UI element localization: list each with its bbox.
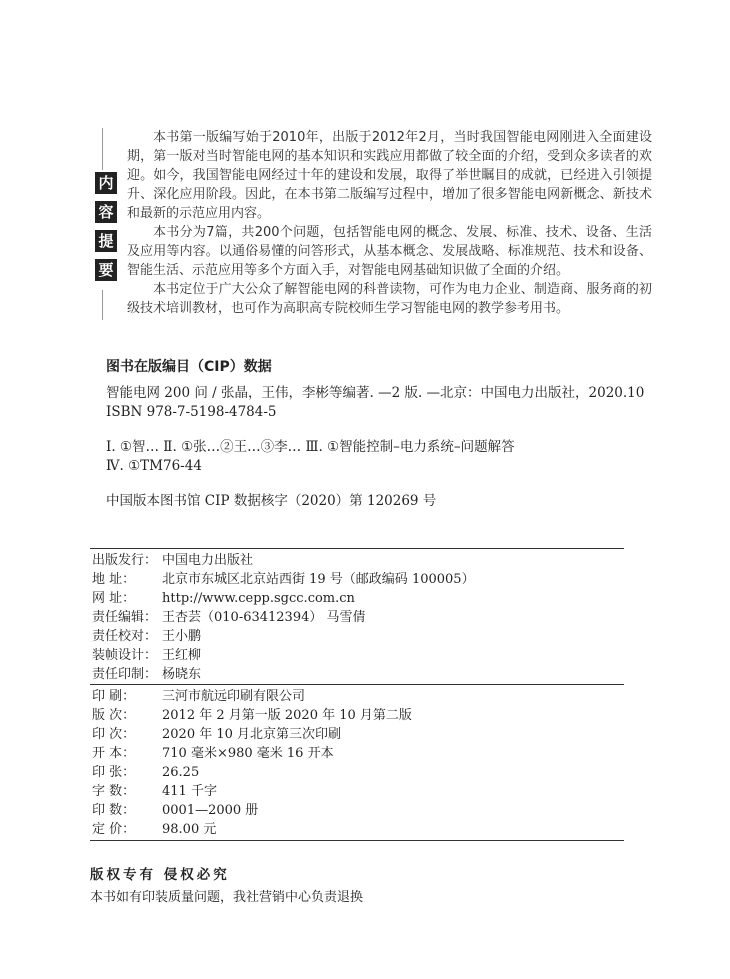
publisher-info (92, 551, 622, 684)
field-label: 地 址： (92, 572, 136, 587)
field-label: 责任印制： (92, 667, 158, 682)
field-value: 0001—2000 册 (162, 803, 259, 818)
content-summary-section (95, 128, 655, 320)
field-label: 装帧设计： (92, 648, 158, 663)
field-label: 责任校对： (92, 629, 158, 644)
printing-row (92, 687, 622, 706)
field-value: 710 毫米×980 毫米 16 开本 (162, 746, 334, 761)
field-label: 责任编辑： (92, 610, 158, 625)
field-label: 定 价： (92, 822, 136, 837)
summary-paragraph: 本书分为7篇，共200个问题，包括智能电网的概念、发展、标准、技术、设备、生活及应用等内容。以通俗易懂的问答形式，从基本概念、发展战略、标准规范、技术和设备、智能生活、示范应用等多个方面入手，对智能电网基础知识做了全面的介绍。 (127, 225, 652, 278)
printing-row (92, 744, 622, 763)
content-summary-label (95, 170, 117, 290)
cip-title: 图书在版编目（CIP）数据 (106, 359, 272, 375)
cip-line: Ⅳ. ①TM76-44 (106, 458, 202, 474)
field-value: 王杏芸（010-63412394） 马雪倩 (162, 610, 366, 625)
field-label: 印 刷： (92, 689, 136, 704)
field-label: 开 本： (92, 746, 136, 761)
side-label-char: 容 (95, 201, 117, 223)
field-label: 网 址： (92, 591, 136, 606)
cip-line: 智能电网 200 问 / 张晶，王伟，李彬等编著. —2 版. —北京：中国电力出版社，2020.10 (106, 385, 645, 401)
publisher-row (92, 551, 622, 570)
publisher-row (92, 665, 622, 684)
cip-line: Ⅰ. ①智… Ⅱ. ①张…②王…③李… Ⅲ. ①智能控制–电力系统–问题解答 (106, 439, 515, 455)
printing-info (92, 687, 622, 839)
printing-row (92, 706, 622, 725)
cip-line: 中国版本图书馆 CIP 数据核字（2020）第 120269 号 (106, 493, 437, 509)
field-value: 2012 年 2 月第一版 2020 年 10 月第二版 (162, 708, 412, 723)
printing-row (92, 763, 622, 782)
field-label: 版 次： (92, 708, 136, 723)
field-value: 2020 年 10 月北京第三次印刷 (162, 727, 342, 742)
field-label: 字 数： (92, 784, 136, 799)
publisher-row (92, 589, 622, 608)
printing-row (92, 725, 622, 744)
field-value: 98.00 元 (162, 822, 217, 837)
printing-row (92, 820, 622, 839)
side-label-char: 内 (95, 172, 117, 194)
printing-row (92, 801, 622, 820)
printing-row (92, 782, 622, 801)
field-label: 印 次： (92, 727, 136, 742)
publisher-row (92, 646, 622, 665)
summary-text (127, 128, 652, 318)
publisher-row (92, 627, 622, 646)
field-value: 三河市航远印刷有限公司 (162, 689, 306, 704)
field-value: http://www.cepp.sgcc.com.cn (162, 591, 355, 606)
summary-paragraph: 本书第一版编写始于2010年，出版于2012年2月，当时我国智能电网刚进入全面建设期，第一版对当时智能电网的基本知识和实践应用都做了较全面的介绍，受到众多读者的欢迎。如今，我国智能电网经过十年的建设和发展，取得了举世瞩目的成就，已经进入引领提升、深化应用阶段。因此，在本书第二版编写过程中，增加了很多智能电网新概念、新技术和最新的示范应用内容。 (127, 130, 652, 221)
publisher-row (92, 608, 622, 627)
field-value: 411 千字 (162, 784, 217, 799)
field-value: 杨晓东 (162, 667, 202, 682)
field-label: 出版发行： (92, 553, 158, 568)
copyright-title: 版权专有 侵权必究 (90, 867, 230, 883)
cip-data (106, 384, 645, 511)
field-value: 北京市东城区北京站西街 19 号（邮政编码 100005） (162, 572, 475, 587)
publisher-row (92, 570, 622, 589)
field-value: 王红柳 (162, 648, 202, 663)
field-label: 印 数： (92, 803, 136, 818)
field-value: 王小鹏 (162, 629, 202, 644)
summary-paragraph: 本书定位于广大公众了解智能电网的科普读物，可作为电力企业、制造商、服务商的初级技术培训教材，也可作为高职高专院校师生学习智能电网的教学参考用书。 (127, 282, 652, 316)
cip-line: ISBN 978-7-5198-4784-5 (106, 404, 277, 420)
side-label-char: 要 (95, 259, 117, 281)
divider (90, 684, 624, 685)
divider (90, 548, 624, 549)
field-value: 26.25 (162, 765, 200, 780)
field-value: 中国电力出版社 (162, 553, 254, 568)
divider (90, 840, 624, 841)
field-label: 印 张： (92, 765, 136, 780)
side-label-char: 提 (95, 230, 117, 252)
copyright-note: 本书如有印装质量问题，我社营销中心负责退换 (90, 890, 364, 905)
